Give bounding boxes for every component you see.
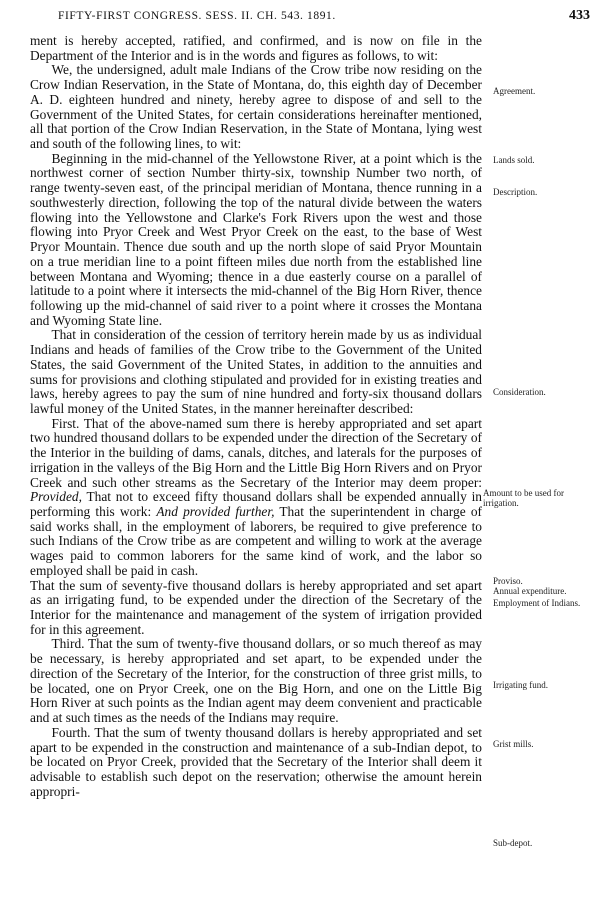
margin-note-consideration: Consideration. <box>493 387 546 397</box>
paragraph-fourth: Fourth. That the sum of twenty thousand dollars is hereby appropriated and set apart to be expended in the construction and maintenance of a sub-Indian depot, to be located on Pryor Creek, provided that the Secretary of the Interior shall deem it advisable to establish such depot on the reservation; otherwise the amount herein appropri- <box>30 724 482 799</box>
paragraph-agreement: We, the undersigned, adult male Indians of the Crow tribe now residing on the Crow Indian Reservation, in the State of Montana, do, this eighth day of December A. D. eighteen hundred and ninety, hereby agree to dispose of and sell to the Government of the United States, for certain considerations hereinafter mentioned, all that portion of the Crow Indian Reservation, in the State of Montana, lying west and south of the following lines, to wit: <box>30 62 482 152</box>
first-text-after: That the superintendent in charge of said works shall, in the employment of laborers, be required to give preference to such Indians of the Crow tribe as are competent and willing to work at the average wages paid to common laborers for the same kind of work, and the labor so employed shall be paid in cash. <box>30 504 482 578</box>
margin-note-irrigating-fund: Irrigating fund. <box>493 680 548 690</box>
margin-note-grist-mills: Grist mills. <box>493 739 534 749</box>
provided-further-italic: And provided further, <box>156 504 275 519</box>
first-text-before: First. That of the above-named sum there is hereby appropriated and set apart two hundred thousand dollars to be expended under the direction of the Secretary of the Interior in the building of dams, canals, ditches, and laterals for the purposes of irrigation in the valleys of the Big Horn and the Little Big Horn Rivers and on Pryor Creek and such other streams as the Secretary of the Interior may deem proper: <box>30 415 482 490</box>
margin-note-agreement: Agreement. <box>493 86 536 96</box>
paragraph-third: Third. That the sum of twenty-five thousand dollars, or so much thereof as may be necessary, is hereby appropriated and set apart, to be expended under the direction of the Secretary of the Interior, for the construction of three grist mills, to be located, one on Pryor Creek, one on the Big Horn, and one on the Little Big Horn River at such points as the Indian agent may deem convenient and practicable and at such times as the needs of the Indians may require. <box>30 636 482 726</box>
paragraph-consideration: That in consideration of the cession of territory herein made by us as individual Indians and heads of families of the Crow tribe to the Government of the United States, the said Government of the United States, in addition to the annuities and sums for provisions and clothing stipulated and provided for in existing treaties and laws, hereby agrees to pay the sum of nine hundred and forty-six thousand dollars lawful money of the United States, in the manner hereinafter described: <box>30 327 482 416</box>
first-text-middle: That not to exceed fifty thousand dollars shall be expended annually in performing this work: <box>30 489 482 519</box>
margin-note-proviso: Proviso. <box>493 576 523 586</box>
proviso-italic: Provided, <box>30 489 82 505</box>
body-text <box>30 34 482 799</box>
margin-note-description: Description. <box>493 187 538 197</box>
running-head: FIFTY-FIRST CONGRESS. SESS. II. CH. 543. 1891. <box>58 10 336 22</box>
margin-note-employment: Employment of Indians. <box>493 598 581 608</box>
margin-note-sub-depot: Sub-depot. <box>493 838 533 848</box>
page-number: 433 <box>569 8 590 23</box>
paragraph-intro: ment is hereby accepted, ratified, and confirmed, and is now on file in the Department of the Interior and is in the words and figures as follows, to wit: <box>30 33 482 63</box>
margin-note-annual-expenditure: Annual expenditure. <box>493 586 567 596</box>
paragraph-first <box>30 417 482 579</box>
running-header <box>0 8 600 28</box>
margin-note-lands-sold: Lands sold. <box>493 155 535 165</box>
paragraph-description: Beginning in the mid-channel of the Yellowstone River, at a point which is the northwest corner of section Number thirty-six, township Number two north, of range twenty-seven east, of the principal meridian of Montana, thence running in a southwesterly direction, following the top of the natural divide between the waters flowing into the Yellowstone and Clarke's Fork Rivers upon the west and those flowing into Pryor Creek and West Pryor Creek on the east, to the base of West Pryor Mountain. Thence due south and up the north slope of said Pryor Mountain on a true meridian line to a point fifteen miles due north from the established line between Montana and Wyoming; thence in a due easterly course on a parallel of latitude to a point where it intersects the mid-channel of the Big Horn River, thence following up the mid-channel of said river to a point where it crosses the Montana and Wyoming State line. <box>30 150 482 328</box>
margin-note-irrigation: Amount to be used for irrigation. <box>483 488 564 508</box>
paragraph-irrigating-fund: That the sum of seventy-five thousand dollars is hereby appropriated and set apart as an irrigating fund, to be expended under the direction of the Secretary of the Interior for the maintenance and management of the system of irrigation provided for in this agreement. <box>30 577 482 637</box>
